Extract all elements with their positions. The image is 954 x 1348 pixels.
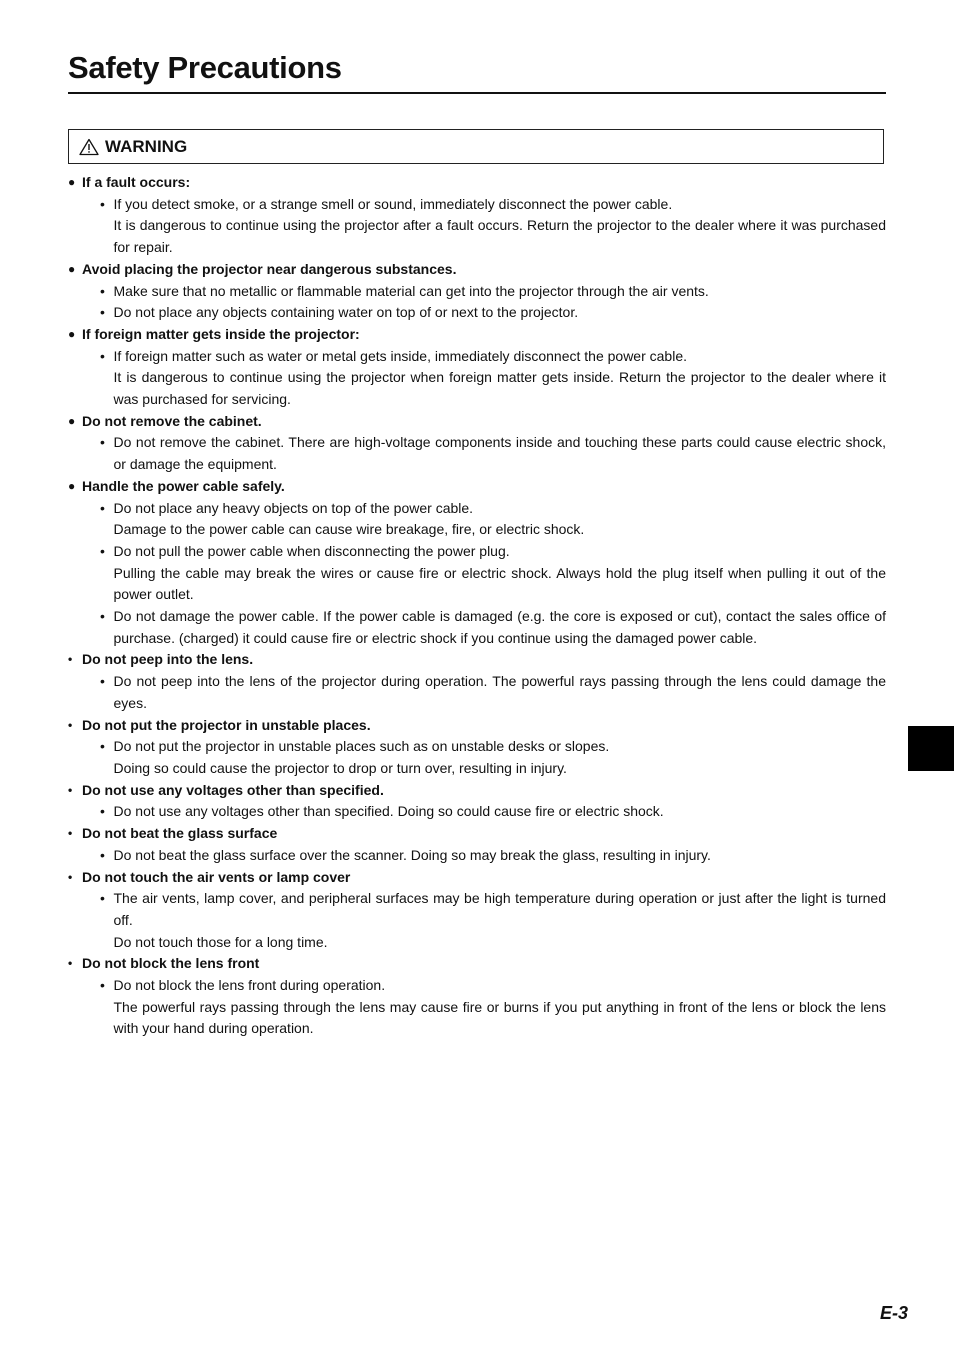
item-paragraph: Do not touch those for a long time. [113, 933, 328, 950]
item-text [114, 498, 887, 541]
item-text [114, 888, 887, 953]
section-heading-text: Handle the power cable safely. [82, 477, 285, 494]
warning-label: WARNING [105, 136, 188, 156]
item-bullet: • [100, 499, 105, 516]
item-bullet: • [100, 890, 105, 907]
item-text [114, 194, 887, 259]
item-bullet: • [100, 282, 105, 299]
item-text [114, 606, 887, 649]
item-paragraph: Do not block the lens front during operation. [113, 977, 386, 994]
item-text [114, 845, 887, 867]
list-item [68, 432, 886, 475]
section-heading [68, 476, 886, 498]
list-item [68, 541, 886, 606]
item-paragraph: Doing so could cause the projector to drop or turn over, resulting in injury. [113, 759, 567, 776]
item-text [114, 432, 887, 475]
item-paragraph: Do not damage the power cable. If the power cable is damaged (e.g. the core is exposed or cut), contact the sales office of purchase. (charged) it could cause fire or electric shock if you continue using the damaged power cable. [113, 608, 886, 646]
section-heading [68, 411, 886, 433]
list-item [68, 498, 886, 541]
section-heading [68, 324, 886, 346]
item-bullet: • [100, 347, 105, 364]
item-paragraph: Do not use any voltages other than specified. Doing so could cause fire or electric shock. [113, 803, 664, 820]
list-item [68, 736, 886, 779]
item-paragraph: Make sure that no metallic or flammable material can get into the projector through the air vents. [113, 282, 709, 299]
section-bullet: • [68, 826, 73, 841]
section-heading-text: Do not beat the glass surface [82, 825, 278, 842]
item-bullet: • [100, 434, 105, 451]
section-tab [908, 726, 954, 771]
list-item [68, 302, 886, 324]
section-heading [68, 823, 886, 845]
section-bullet: ● [68, 175, 76, 189]
list-item [68, 888, 886, 953]
item-paragraph: Pulling the cable may break the wires or cause fire or electric shock. Always hold the plug itself when pulling it out of the power outlet. [113, 564, 886, 603]
page-title: Safety Precautions [68, 50, 342, 85]
section-heading-text: Do not use any voltages other than specified. [82, 781, 384, 798]
item-bullet: • [100, 846, 105, 863]
item-bullet: • [100, 977, 105, 994]
section-heading [68, 780, 886, 802]
title-rule [68, 92, 886, 94]
section-bullet: • [68, 782, 73, 797]
section-bullet: • [68, 956, 73, 971]
item-paragraph: Do not peep into the lens of the projector during operation. The powerful rays passing through the lens could damage the eyes. [113, 673, 886, 711]
item-text [114, 671, 887, 714]
section-heading [68, 715, 886, 737]
item-bullet: • [100, 673, 105, 690]
section-bullet: • [68, 869, 73, 884]
item-bullet: • [100, 738, 105, 755]
item-paragraph: Do not put the projector in unstable places such as on unstable desks or slopes. [113, 738, 610, 755]
section-bullet: • [68, 652, 73, 667]
section-heading [68, 867, 886, 889]
section-heading-text: Do not block the lens front [82, 955, 260, 972]
list-item [68, 346, 886, 411]
item-bullet: • [100, 608, 105, 625]
list-item [68, 975, 886, 1040]
item-paragraph: The powerful rays passing through the lens may cause fire or burns if you put anything in front of the lens or block the lens with your hand during operation. [113, 998, 886, 1037]
section-bullet: ● [68, 478, 76, 493]
section-heading-text: Do not touch the air vents or lamp cover [82, 868, 351, 885]
section-heading-text: If a fault occurs: [82, 174, 191, 190]
item-bullet: • [100, 803, 105, 820]
item-text [114, 346, 887, 411]
section-heading-text: Do not remove the cabinet. [82, 412, 262, 429]
item-text [114, 302, 887, 324]
list-item [68, 801, 886, 823]
item-paragraph: Do not pull the power cable when disconnecting the power plug. [113, 542, 510, 559]
safety-list [68, 172, 886, 1040]
section-heading [68, 259, 886, 281]
warning-box [68, 129, 884, 164]
section-heading [68, 172, 886, 194]
item-paragraph: Do not remove the cabinet. There are high-voltage components inside and touching these parts could cause electric shock, or damage the equipment. [113, 434, 886, 473]
section-heading [68, 649, 886, 671]
list-item [68, 194, 886, 259]
item-text [114, 281, 887, 303]
section-bullet: ● [68, 413, 76, 428]
item-text [114, 736, 887, 779]
item-paragraph: If you detect smoke, or a strange smell or sound, immediately disconnect the power cable. [113, 195, 673, 212]
page-number: E-3 [880, 1303, 909, 1323]
list-item [68, 845, 886, 867]
item-paragraph: If foreign matter such as water or metal gets inside, immediately disconnect the power cable. [113, 347, 687, 364]
section-bullet: ● [68, 326, 76, 341]
item-paragraph: It is dangerous to continue using the projector when foreign matter gets inside. Return the projector to the dealer where it was purchased for servicing. [113, 369, 886, 408]
item-bullet: • [100, 304, 105, 321]
warning-triangle-icon [79, 138, 99, 156]
item-paragraph: It is dangerous to continue using the projector after a fault occurs. Return the projector to the dealer where it was purchased for repair. [113, 217, 886, 256]
item-text [114, 975, 887, 1040]
section-bullet: • [68, 717, 73, 732]
list-item [68, 606, 886, 649]
item-text [114, 541, 887, 606]
section-heading-text: Do not put the projector in unstable places. [82, 716, 371, 733]
item-paragraph: The air vents, lamp cover, and peripheral surfaces may be high temperature during operation or just after the light is turned off. [113, 890, 886, 928]
item-text [114, 801, 887, 823]
list-item [68, 671, 886, 714]
item-paragraph: Do not beat the glass surface over the scanner. Doing so may break the glass, resulting in injury. [113, 846, 711, 863]
item-bullet: • [100, 542, 105, 559]
item-bullet: • [100, 195, 105, 212]
section-heading-text: Do not peep into the lens. [82, 651, 254, 668]
item-paragraph: Damage to the power cable can cause wire breakage, fire, or electric shock. [113, 521, 585, 538]
section-heading-text: Avoid placing the projector near dangerous substances. [82, 260, 457, 277]
section-heading [68, 953, 886, 975]
item-paragraph: Do not place any objects containing water on top of or next to the projector. [113, 304, 579, 321]
section-bullet: ● [68, 261, 76, 276]
item-paragraph: Do not place any heavy objects on top of the power cable. [113, 499, 474, 516]
list-item [68, 281, 886, 303]
section-heading-text: If foreign matter gets inside the projector: [82, 325, 360, 342]
